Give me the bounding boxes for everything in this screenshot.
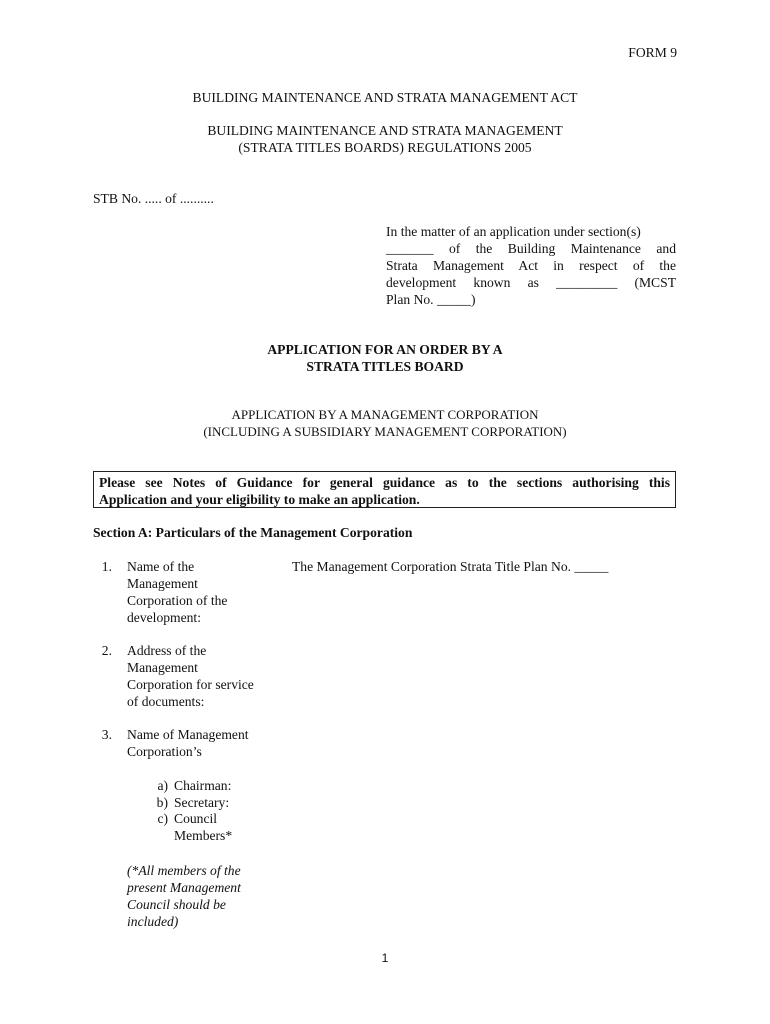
matter-line: _______ of the Building Maintenance and: [386, 241, 676, 256]
item-label: [127, 642, 287, 710]
application-by-line-2: (INCLUDING A SUBSIDIARY MANAGEMENT CORPORATION): [203, 424, 567, 439]
sub-item-letter: a): [157, 778, 168, 793]
note-line: Council should be: [127, 897, 226, 912]
sub-item-list: [150, 778, 290, 844]
item-label: [127, 726, 287, 760]
item-label-line: Management: [127, 576, 198, 591]
sub-item-text: Members*: [174, 827, 233, 843]
item-number: 3.: [101, 727, 112, 742]
sub-item-text: Secretary:: [174, 794, 230, 810]
note-line: included): [127, 914, 179, 929]
sub-item: [150, 828, 290, 845]
notes-line: Application and your eligibility to make an application.: [99, 492, 420, 507]
item-number: 1.: [101, 559, 112, 574]
matter-line: development known as _________ (MCST: [386, 275, 676, 290]
sub-item: [150, 811, 290, 828]
matter-line: In the matter of an application under section(s): [386, 224, 641, 239]
notes-of-guidance-box: [93, 471, 676, 508]
sub-item-text: Chairman:: [174, 778, 232, 793]
item-label-line: Corporation of the: [127, 593, 228, 608]
regulations-title-line-1: BUILDING MAINTENANCE AND STRATA MANAGEMENT: [207, 123, 563, 138]
section-a-heading: Section A: Particulars of the Management Corporation: [93, 525, 413, 540]
page-number: 1: [381, 951, 389, 965]
sub-item: [150, 795, 290, 812]
note-line: present Management: [127, 880, 241, 895]
item-label-line: Corporation’s: [127, 744, 202, 759]
item-label-line: Name of Management: [127, 727, 249, 742]
item-label-line: Management: [127, 660, 198, 675]
note-line: (*All members of the: [127, 863, 241, 878]
item-value: The Management Corporation Strata Title Plan No. _____: [292, 559, 609, 574]
item-label: [127, 558, 287, 626]
application-title-line-2: STRATA TITLES BOARD: [306, 359, 464, 374]
sub-item: [150, 778, 290, 795]
sub-item-letter: c): [157, 811, 168, 826]
item-label-line: Address of the: [127, 643, 207, 658]
form-label: FORM 9: [628, 45, 677, 60]
sub-item-letter: b): [156, 794, 168, 810]
item-label-line: of documents:: [127, 694, 205, 709]
item-label-line: Name of the: [127, 559, 195, 574]
sub-item-text: Council: [174, 811, 218, 826]
act-title: BUILDING MAINTENANCE AND STRATA MANAGEMENT ACT: [192, 90, 578, 105]
matter-block: [386, 223, 676, 308]
matter-line: Plan No. _____): [386, 292, 476, 307]
notes-line: Please see Notes of Guidance for general guidance as to the sections authorising this: [99, 475, 670, 490]
matter-line: Strata Management Act in respect of the: [386, 258, 676, 273]
item-label-line: Corporation for service: [127, 677, 254, 692]
item-label-line: development:: [127, 610, 201, 625]
item-number: 2.: [101, 643, 112, 658]
stb-number: STB No. ..... of ..........: [93, 191, 214, 206]
council-members-note: [127, 862, 287, 930]
application-by-line-1: APPLICATION BY A MANAGEMENT CORPORATION: [231, 407, 539, 422]
application-title-line-1: APPLICATION FOR AN ORDER BY A: [267, 342, 503, 357]
regulations-title-line-2: (STRATA TITLES BOARDS) REGULATIONS 2005: [238, 140, 532, 155]
